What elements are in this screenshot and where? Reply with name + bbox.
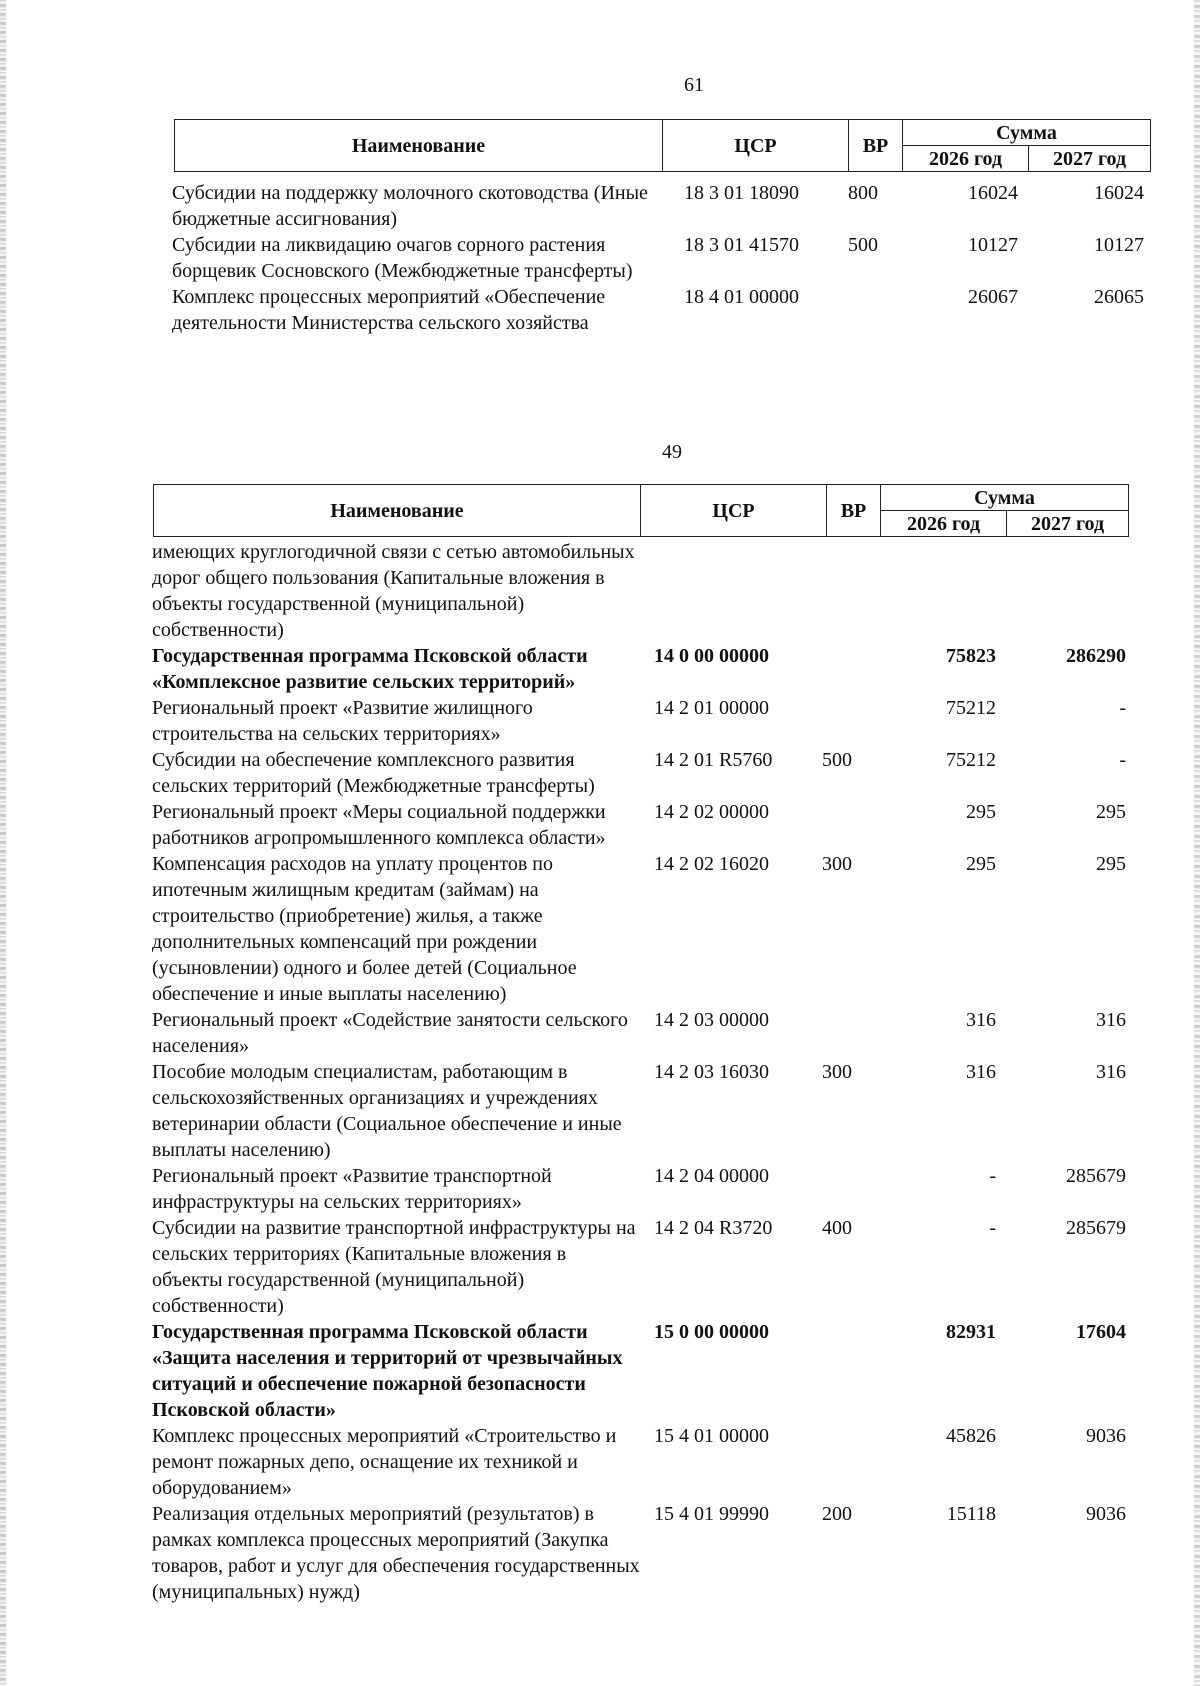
row-value-2027: 285679 [1066, 1165, 1126, 1187]
row-vr: 800 [848, 182, 878, 204]
row-value-2027: 10127 [1094, 234, 1144, 256]
table-row [172, 232, 1144, 284]
row-vr: 400 [822, 1217, 852, 1239]
row-name: Реализация отдельных мероприятий (результатов) в рамках комплекса процессных мероприятий (Закупка товаров, работ и услуг для обеспечения государственных (муниципальных) нужд) [152, 1503, 640, 1603]
row-name: Компенсация расходов на уплату процентов по ипотечным жилищным кредитам (займам) на строительство (приобретение) жилья, а также дополнительных компенсаций при рождении (усыновлении) одного и более детей (Социальное обеспечение и иные выплаты населению) [152, 853, 577, 1005]
row-csr: 15 4 01 00000 [654, 1425, 769, 1447]
row-value-2027: 26065 [1094, 286, 1144, 308]
row-name: Субсидии на развитие транспортной инфраструктуры на сельских территориях (Капитальные вложения в объекты государственной (муниципальной) собственности) [152, 1217, 636, 1317]
row-value-2027: 316 [1096, 1009, 1126, 1031]
row-vr [822, 1163, 876, 1215]
header-vr: ВР [827, 485, 881, 537]
row-name: Региональный проект «Содействие занятости сельского населения» [152, 1009, 628, 1057]
row-value-2026 [876, 539, 996, 643]
row-vr: 200 [822, 1503, 852, 1525]
row-value-2026: 16024 [968, 182, 1018, 204]
row-name: Региональный проект «Развитие транспортной инфраструктуры на сельских территориях» [152, 1165, 552, 1213]
row-value-2027: - [1119, 749, 1126, 771]
row-name: Региональный проект «Меры социальной поддержки работников агропромышленного комплекса области» [152, 801, 606, 849]
row-csr: 18 4 01 00000 [684, 286, 799, 308]
row-vr [822, 539, 876, 643]
row-name: Субсидии на поддержку молочного скотоводства (Иные бюджетные ассигнования) [172, 182, 648, 230]
row-csr [640, 539, 822, 643]
header-vr: ВР [849, 120, 903, 172]
row-value-2026: 316 [966, 1061, 996, 1083]
header-sum: Сумма [881, 485, 1129, 511]
header-table [174, 119, 1151, 172]
page-number: 61 [684, 74, 704, 96]
row-value-2026: 295 [966, 853, 996, 875]
row-vr [822, 799, 876, 851]
table-body-clip [152, 539, 1142, 1686]
row-value-2027: 285679 [1066, 1217, 1126, 1239]
table-row [172, 180, 1144, 232]
row-csr: 14 2 02 16020 [654, 853, 769, 875]
row-value-2026: - [989, 1165, 996, 1187]
row-csr: 15 4 01 99990 [654, 1503, 769, 1525]
row-csr: 14 2 02 00000 [654, 801, 769, 823]
table-body [172, 180, 1144, 336]
row-value-2026: 75823 [946, 645, 996, 667]
row-name: Комплекс процессных мероприятий «Строительство и ремонт пожарных депо, оснащение их техникой и оборудованием» [152, 1425, 617, 1499]
row-csr: 15 0 00 00000 [654, 1321, 769, 1343]
page-number: 49 [662, 441, 682, 463]
header-table [153, 484, 1129, 537]
row-csr: 18 3 01 18090 [684, 182, 799, 204]
header-name: Наименование [175, 120, 663, 172]
row-value-2027 [996, 539, 1126, 643]
row-value-2026: 10127 [968, 234, 1018, 256]
table-row [152, 851, 1126, 1007]
header-year-2027: 2027 год [1007, 511, 1129, 537]
row-value-2026: 45826 [946, 1425, 996, 1447]
row-vr: 300 [822, 853, 852, 875]
table-row [152, 643, 1126, 695]
header-year-2027: 2027 год [1029, 146, 1151, 172]
header-year-2026: 2026 год [903, 146, 1029, 172]
row-value-2027: 9036 [1086, 1425, 1126, 1447]
row-value-2027: 295 [1096, 853, 1126, 875]
table-row [152, 1007, 1126, 1059]
table-row [152, 1501, 1126, 1605]
table-row [152, 1319, 1126, 1423]
row-value-2026: 75212 [946, 749, 996, 771]
table-row [152, 1423, 1126, 1501]
row-value-2026: - [989, 1217, 996, 1239]
row-vr [822, 1007, 876, 1059]
row-name: имеющих круглогодичной связи с сетью автомобильных дорог общего пользования (Капитальные вложения в объекты государственной (муниципальной) собственности) [152, 541, 635, 641]
table-row [152, 1163, 1126, 1215]
header-year-2026: 2026 год [881, 511, 1007, 537]
row-csr: 14 2 03 00000 [654, 1009, 769, 1031]
row-name: Комплекс процессных мероприятий «Обеспечение деятельности Министерства сельского хозяйства [172, 286, 606, 334]
row-name: Региональный проект «Развитие жилищного строительства на сельских территориях» [152, 697, 533, 745]
row-csr: 14 2 04 00000 [654, 1165, 769, 1187]
row-value-2027: 295 [1096, 801, 1126, 823]
row-value-2026: 26067 [968, 286, 1018, 308]
row-csr: 18 3 01 41570 [684, 234, 799, 256]
row-csr: 14 0 00 00000 [654, 645, 769, 667]
row-value-2026: 75212 [946, 697, 996, 719]
row-vr [822, 1423, 876, 1501]
row-name: Субсидии на обеспечение комплексного развития сельских территорий (Межбюджетные трансферты) [152, 749, 595, 797]
row-vr: 300 [822, 1061, 852, 1083]
row-csr: 14 2 01 00000 [654, 697, 769, 719]
table-row [152, 695, 1126, 747]
table-row [152, 799, 1126, 851]
table-row [152, 539, 1126, 643]
row-csr: 14 2 04 R3720 [654, 1217, 773, 1239]
table-row [152, 1059, 1126, 1163]
row-value-2027: 16024 [1094, 182, 1144, 204]
row-vr: 500 [822, 749, 852, 771]
row-name: Государственная программа Псковской области «Комплексное развитие сельских территорий» [152, 645, 588, 693]
row-value-2026: 82931 [946, 1321, 996, 1343]
row-value-2026: 295 [966, 801, 996, 823]
row-value-2027: - [1119, 697, 1126, 719]
header-name: Наименование [154, 485, 641, 537]
row-vr [848, 284, 902, 336]
row-vr [822, 643, 876, 695]
row-name: Пособие молодым специалистам, работающим в сельскохозяйственных организациях и учреждениях ветеринарии области (Социальное обеспечение и иные выплаты населению) [152, 1061, 622, 1161]
header-csr: ЦСР [663, 120, 849, 172]
row-value-2026: 316 [966, 1009, 996, 1031]
table-header [174, 119, 1151, 172]
row-value-2027: 316 [1096, 1061, 1126, 1083]
row-name: Государственная программа Псковской области «Защита населения и территорий от чрезвычайных ситуаций и обеспечение пожарной безопасности Псковской области» [152, 1321, 623, 1421]
row-csr: 14 2 03 16030 [654, 1061, 769, 1083]
table-header [153, 484, 1129, 537]
table-row [152, 747, 1126, 799]
row-value-2027: 286290 [1066, 645, 1126, 667]
row-vr [822, 695, 876, 747]
table-row [172, 284, 1144, 336]
row-value-2026: 15118 [946, 1503, 996, 1525]
row-vr [822, 1319, 876, 1423]
row-value-2027: 9036 [1086, 1503, 1126, 1525]
row-name: Субсидии на ликвидацию очагов сорного растения борщевик Сосновского (Межбюджетные трансферты) [172, 234, 633, 282]
row-value-2027: 17604 [1076, 1321, 1126, 1343]
table-row [152, 1215, 1126, 1319]
table-body [152, 539, 1126, 1605]
row-csr: 14 2 01 R5760 [654, 749, 773, 771]
header-csr: ЦСР [641, 485, 827, 537]
row-vr: 500 [848, 234, 878, 256]
table-body-clip [172, 180, 1162, 360]
scan-edge-right [1194, 0, 1200, 1686]
header-sum: Сумма [903, 120, 1151, 146]
scan-edge-left [0, 0, 6, 1686]
